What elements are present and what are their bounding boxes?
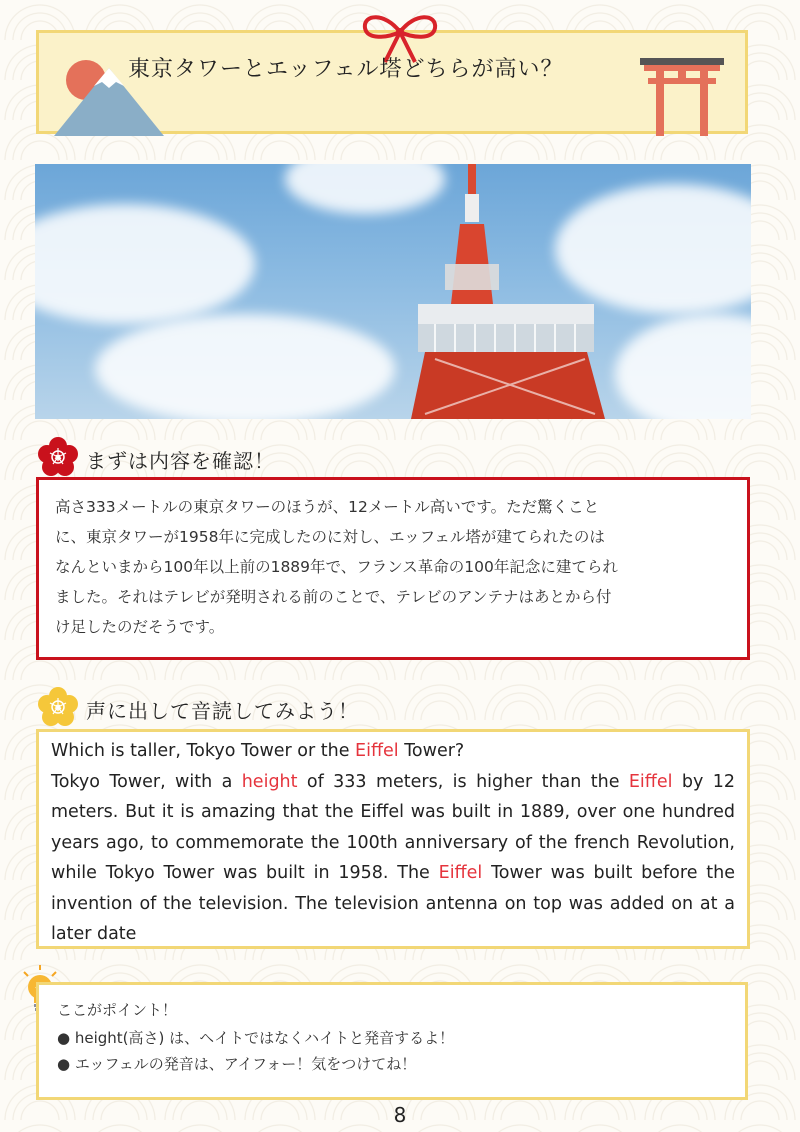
summary-line: に、東京タワーが1958年に完成したのに対し、エッフェル塔が建てられたのは bbox=[55, 528, 605, 546]
passage-body bbox=[51, 767, 735, 950]
plum-blossom-red-icon bbox=[38, 437, 78, 477]
passage-text: Tower was built before the invention of the television. The television antenna on top was added on at a later date bbox=[51, 863, 735, 944]
tokyo-tower-photo bbox=[35, 164, 751, 419]
highlight-word: Eiffel bbox=[355, 741, 399, 761]
highlight-word: Eiffel bbox=[438, 863, 483, 883]
section-heading-check: まずは内容を確認！ bbox=[86, 449, 275, 473]
highlight-word: height bbox=[241, 771, 298, 792]
passage-text: of 333 meters, is higher than the bbox=[297, 771, 629, 792]
section-heading-read-aloud: 声に出して音読してみよう！ bbox=[86, 699, 359, 723]
english-passage-box bbox=[36, 729, 750, 949]
point-item: ● エッフェルの発音は、アイフォー！気をつけてね！ bbox=[57, 1055, 417, 1073]
passage-question bbox=[51, 736, 735, 767]
plum-blossom-yellow-icon bbox=[38, 687, 78, 727]
summary-line: け足したのだそうです。 bbox=[55, 618, 225, 636]
highlight-word: Eiffel bbox=[628, 771, 673, 792]
page-title: 東京タワーとエッフェル塔どちらが高い？ bbox=[128, 57, 564, 82]
content-summary-box bbox=[36, 477, 750, 660]
passage-text: Tokyo Tower, with a bbox=[51, 771, 242, 792]
passage-text: Tower? bbox=[398, 741, 465, 761]
pronunciation-point-box bbox=[36, 982, 748, 1100]
page-number: 8 bbox=[393, 1103, 407, 1127]
passage-text: Which is taller, Tokyo Tower or the bbox=[51, 741, 356, 761]
point-heading: ここがポイント！ bbox=[57, 1001, 178, 1019]
point-item: ● height(高さ) は、ヘイトではなくハイトと発音するよ！ bbox=[57, 1029, 455, 1047]
summary-line: なんといまから100年以上前の1889年で、フランス革命の100年記念に建てられ bbox=[55, 558, 618, 576]
torii-gate-icon bbox=[640, 56, 724, 136]
summary-line: 高さ333メートルの東京タワーのほうが、12メートル高いです。ただ驚くこと bbox=[55, 498, 600, 516]
summary-line: ました。それはテレビが発明される前のことで、テレビのアンテナはあとから付 bbox=[55, 588, 612, 606]
passage-text: by 12 meters. But it is amazing that the Eiffel was built in 1889, over one hundred years ago, to commemorate the 100th anniversary of the french Revolution, while Tokyo Tower was built in 1958. The bbox=[51, 771, 736, 883]
